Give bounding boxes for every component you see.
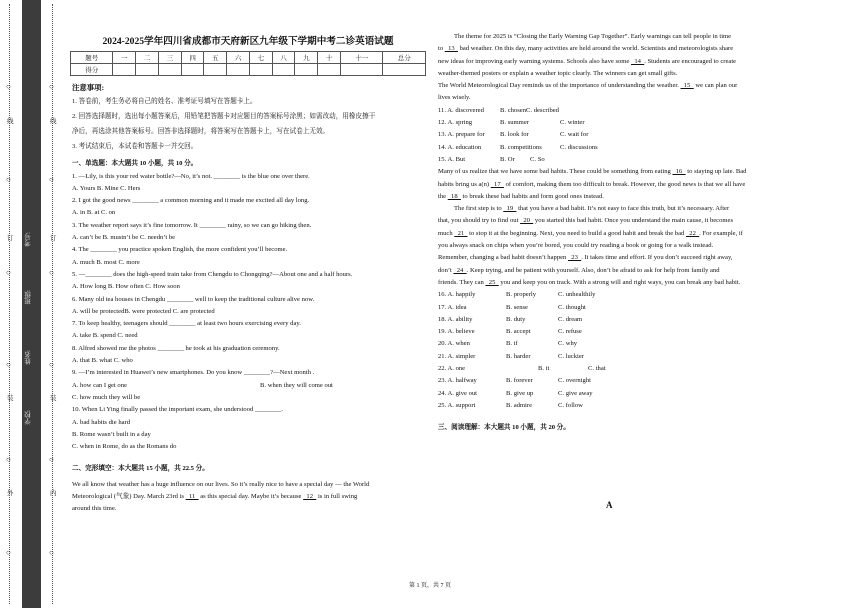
score-cell: 三 [158, 52, 181, 64]
option-c: C. that [588, 365, 606, 373]
option-a: 15. A. But [438, 155, 466, 163]
page-footer: 第 1 页，共 7 页 [408, 583, 451, 589]
option-c: C. wait for [560, 131, 589, 139]
note-item: 1. 答卷前，考生务必将自己的姓名、准考证号填写在答题卡上。 [72, 98, 257, 106]
option-row [438, 105, 746, 117]
score-cell: 五 [204, 52, 227, 64]
option-c: C. winter [560, 119, 585, 127]
score-cell [272, 64, 295, 76]
question-line: 5. —________ does the high-speed train take from Chengdu to Chongqing?—About one and a half hours. [72, 270, 353, 278]
passage-line: lives wisely. [438, 94, 471, 102]
passage-line: around this time. [72, 505, 117, 513]
option-text: A. how can I get one [72, 381, 127, 389]
section-heading-1: 一、单选题：本大题共 10 小题，共 10 分。 [72, 160, 198, 168]
score-cell: 四 [181, 52, 204, 64]
score-cell: 十一 [340, 52, 382, 64]
circle-mark: ○ [6, 175, 11, 184]
circle-mark: ○ [49, 455, 54, 464]
score-cell: 一 [113, 52, 136, 64]
passage-line: The theme for 2025 is “Closing the Early Warning Gap Together”. Early warnings can tell people in time [454, 33, 732, 40]
blank-number: 20 [520, 217, 534, 225]
option-c: C. give away [558, 389, 593, 397]
options-group-1 [438, 105, 746, 166]
circle-mark: ○ [49, 175, 54, 184]
question-line: C. how much they will be [72, 393, 141, 401]
score-cell: 六 [227, 52, 250, 64]
blank-number: 21 [454, 229, 468, 237]
score-cell [295, 64, 318, 76]
question-line: 4. The ________ you practice spoken English, the more confident you’ll become. [72, 246, 288, 254]
option-row [438, 142, 746, 154]
passage-line: Remember, changing a bad habit doesn’t happen 23 . It takes time and effort. If you don’t succeed right away, [438, 254, 733, 262]
option-c: C. dream [558, 315, 583, 323]
option-b: B. accept [506, 328, 531, 336]
option-a: 24. A. give out [438, 389, 478, 397]
passage-line: don’t 24 . Keep trying, and be patient with yourself. Also, don’t be afraid to ask for help from family and [438, 266, 720, 274]
passage-line: The first step is to 19 that you have a bad habit. It’s not easy to face this truth, but it’s necessary. After [454, 205, 730, 213]
blank-number: 18 [447, 192, 461, 200]
option-a: 18. A. ability [438, 315, 473, 323]
note-item: 净后，再选涂其他答案标号。回答非选择题时，将答案写在答题卡上，写在试卷上无效。 [72, 128, 330, 136]
score-cell [318, 64, 341, 76]
option-c: C. overnight [558, 377, 591, 385]
option-c: C. why [558, 340, 578, 348]
section-heading-2: 二、完形填空：本大题共 15 小题，共 22.5 分。 [72, 465, 209, 473]
left-column [72, 82, 375, 516]
class-label: 班级: [25, 290, 32, 305]
blank-number: 11 [185, 493, 199, 501]
option-c: C. So [530, 155, 545, 163]
gutter-char: 订 [7, 235, 14, 242]
option-b: B. duty [506, 315, 526, 323]
reading-passage-a-heading: A [606, 500, 613, 510]
passage-line: friends. They can 25 you and keep you on track. With a strong will and right ways, you can break any bad habit. [438, 278, 741, 286]
circle-mark: ○ [6, 82, 11, 91]
blank-number: 16 [672, 168, 686, 176]
gutter-char: 线 [50, 118, 57, 125]
option-a: 11. A. discovered [438, 106, 484, 114]
option-a: 21. A. simpler [438, 352, 476, 360]
question-line: A. bad habits die hard [72, 418, 131, 426]
question-line: A. in B. at C. on [72, 209, 116, 217]
dotted-cut-line [9, 4, 10, 604]
passage-line: The World Meteorological Day reminds us of the importance of understanding the weather. 15 we can plan our [438, 82, 738, 90]
option-row [438, 400, 746, 412]
question-line: 7. To keep healthy, teenagers should ________ at least two hours exercising every day. [72, 320, 301, 328]
passage-line: much 21 to stop it at the beginning. Next, you need to build a good habit and break the bad 22 . For example, if [438, 229, 743, 237]
option-c: C. follow [558, 401, 583, 409]
blank-number: 15 [680, 82, 694, 90]
question-line: A. Yours B. Mine C. Hers [72, 184, 141, 192]
score-table-score-row [71, 64, 426, 76]
score-cell [158, 64, 181, 76]
option-row [438, 154, 746, 166]
exam-number-label: 考号: [25, 232, 32, 247]
question-line [72, 380, 375, 392]
option-b: B. chosenC. described [500, 106, 559, 114]
option-row [438, 326, 746, 338]
score-cell: 十 [318, 52, 341, 64]
section-heading-3: 三、阅读理解：本大题共 10 小题，共 20 分。 [438, 424, 570, 432]
question-line: 6. Many old tea houses in Chengdu ________ well to keep the traditional culture alive now. [72, 295, 315, 303]
circle-mark: ○ [6, 268, 11, 277]
score-cell: 题号 [71, 52, 113, 64]
score-cell [249, 64, 272, 76]
blank-number: 12 [303, 493, 317, 501]
gutter-char: 外 [7, 490, 14, 497]
option-a: 16. A. happily [438, 291, 476, 299]
option-text: B. when they will come out [260, 381, 333, 389]
circle-mark: ○ [49, 82, 54, 91]
score-cell [383, 64, 426, 76]
option-row [438, 338, 746, 350]
option-b: B. Or [500, 155, 515, 163]
name-label: 姓名: [25, 350, 32, 365]
option-row [438, 289, 746, 301]
option-a: 12. A. spring [438, 119, 473, 127]
passage-line: weather-themed posters or explain a weather topic clearly. The winners can get small gifts. [438, 69, 678, 77]
option-c: C. thought [558, 303, 586, 311]
passage-line: Many of us realize that we have some bad habits. These could be something from eating 16 to staying up late. Bad [438, 168, 747, 176]
blank-number: 23 [568, 254, 582, 262]
passage-line: you always snack on chips when you’re bored, you could try reading a book or going for a walk instead. [438, 242, 714, 250]
gutter-char: 订 [50, 235, 57, 242]
option-a: 17. A. idea [438, 303, 467, 311]
gutter-char: 装 [7, 395, 14, 402]
option-b: B. sense [506, 303, 528, 311]
question-line: A. much B. most C. more [72, 258, 140, 266]
option-row [438, 351, 746, 363]
blank-number: 14 [631, 57, 645, 65]
passage-line: We all know that weather has a huge influence on our lives. So it’s really nice to have a special day — the World [72, 480, 370, 488]
question-line: 9. —I’m interested in Huawei’s new smartphones. Do you know ________?—Next month . [72, 369, 315, 377]
question-line: 2. I got the good news ________ a common morning and it made me excited all day long. [72, 197, 310, 205]
binding-gutter-outer [0, 0, 21, 608]
option-row [438, 375, 746, 387]
score-cell: 二 [136, 52, 159, 64]
passage-line: Meteorological (气象) Day. March 23rd is 11 as this special day. Maybe it’s because 12 is in full swing [72, 493, 358, 501]
gutter-char: 内 [50, 490, 57, 497]
score-cell [181, 64, 204, 76]
note-item: 2. 回答选择题时，选出每小题答案后，用铅笔把答题卡对应题目的答案标号涂黑；如需改动，用橡皮擦干 [72, 113, 376, 121]
circle-mark: ○ [49, 548, 54, 557]
right-column [438, 31, 746, 435]
score-table-header-row [71, 52, 426, 64]
score-cell [113, 64, 136, 76]
blank-number: 24 [453, 266, 467, 274]
blank-number: 25 [485, 278, 499, 286]
question-line: 8. Alfred showed me the photos ________ he took at his graduation ceremony. [72, 344, 280, 352]
question-line: C. when in Rome, do as the Romans do [72, 443, 177, 451]
score-cell [340, 64, 382, 76]
blank-number: 22 [685, 229, 700, 237]
option-c: C. luckier [558, 352, 585, 360]
option-b: B. harder [506, 352, 531, 360]
circle-mark: ○ [6, 360, 11, 369]
option-b: B. look for [500, 131, 529, 139]
option-row [438, 388, 746, 400]
option-row [438, 363, 746, 375]
blank-number: 13 [444, 45, 458, 53]
option-b: B. admire [506, 401, 533, 409]
option-b: B. summer [500, 119, 529, 127]
question-line: 1. —Lily, is this your red water bottle?—No, it’s not. ________ is the blue one over there. [72, 172, 310, 180]
score-cell: 八 [272, 52, 295, 64]
score-cell: 得分 [71, 64, 113, 76]
option-b: B. if [506, 340, 518, 348]
score-cell: 九 [295, 52, 318, 64]
option-a: 25. A. support [438, 401, 476, 409]
gutter-char: 装 [50, 395, 57, 402]
option-b: B. give up [506, 389, 534, 397]
option-a: 22. A. one [438, 365, 466, 373]
circle-mark: ○ [6, 455, 11, 464]
dotted-cut-line [52, 4, 53, 604]
note-item: 3. 考试结束后，本试卷和答题卡一并交回。 [72, 143, 198, 151]
option-a: 14. A. education [438, 143, 482, 151]
question-line: B. Rome wasn’t built in a day [72, 430, 151, 438]
option-a: 13. A. prepare for [438, 131, 485, 139]
question-line: A. How long B. How often C. How soon [72, 283, 180, 291]
question-line: 10. When Li Ying finally passed the important exam, she understood ________. [72, 406, 283, 414]
option-b: B. properly [506, 291, 537, 299]
score-cell [136, 64, 159, 76]
gutter-char: 线 [7, 118, 14, 125]
option-row [438, 302, 746, 314]
score-cell [227, 64, 250, 76]
score-table [70, 51, 426, 76]
passage-line: to 13 bad weather. On this day, many activities are held around the world. Scientists and meteorologists share [438, 45, 734, 53]
circle-mark: ○ [6, 548, 11, 557]
passage-line: new ideas for improving early warning systems. Schools also have some 14 . Students are encouraged to create [438, 57, 737, 65]
option-a: 20. A. when [438, 340, 470, 348]
option-a: 23. A. halfway [438, 377, 477, 385]
question-line: A. that B. what C. who [72, 357, 133, 365]
notes-heading: 注意事项: [72, 83, 105, 92]
options-group-2 [438, 289, 746, 412]
question-line: A. will be protectedB. were protected C. are protected [72, 307, 215, 315]
passage-line: that, you should try to find out 20 you started this bad habit. Once you understand the main cause, it becomes [438, 217, 734, 225]
score-cell: 七 [249, 52, 272, 64]
blank-number: 17 [490, 180, 504, 188]
option-c: C. discussions [560, 143, 598, 151]
option-b: B. competitions [500, 143, 542, 151]
passage-line: the 18 to break these bad habits and form good ones instead. [438, 192, 604, 200]
exam-title: 2024-2025学年四川省成都市天府新区九年级下学期中考二诊英语试题 [102, 36, 394, 47]
option-row [438, 314, 746, 326]
question-line: 3. The weather report says it’s fine tomorrow. It ________ rainy, so we can go hiking then. [72, 221, 312, 229]
score-cell: 总分 [383, 52, 426, 64]
blank-number: 19 [503, 205, 517, 213]
option-c: C. refuse [558, 328, 582, 336]
option-row [438, 117, 746, 129]
option-b: B. it [538, 365, 550, 373]
school-label: 学校: [25, 410, 32, 425]
question-line: A. take B. spend C. need [72, 332, 138, 340]
option-row [438, 129, 746, 141]
question-line: A. can’t be B. mustn’t be C. needn’t be [72, 234, 176, 242]
option-c: C. unhealthily [558, 291, 596, 299]
score-cell [204, 64, 227, 76]
passage-line: habits bring us a(n) 17 of comfort, making them too difficult to break. However, the good news is that we all have [438, 180, 746, 188]
circle-mark: ○ [49, 268, 54, 277]
option-b: B. forever [506, 377, 533, 385]
circle-mark: ○ [49, 360, 54, 369]
option-a: 19. A. believe [438, 328, 475, 336]
